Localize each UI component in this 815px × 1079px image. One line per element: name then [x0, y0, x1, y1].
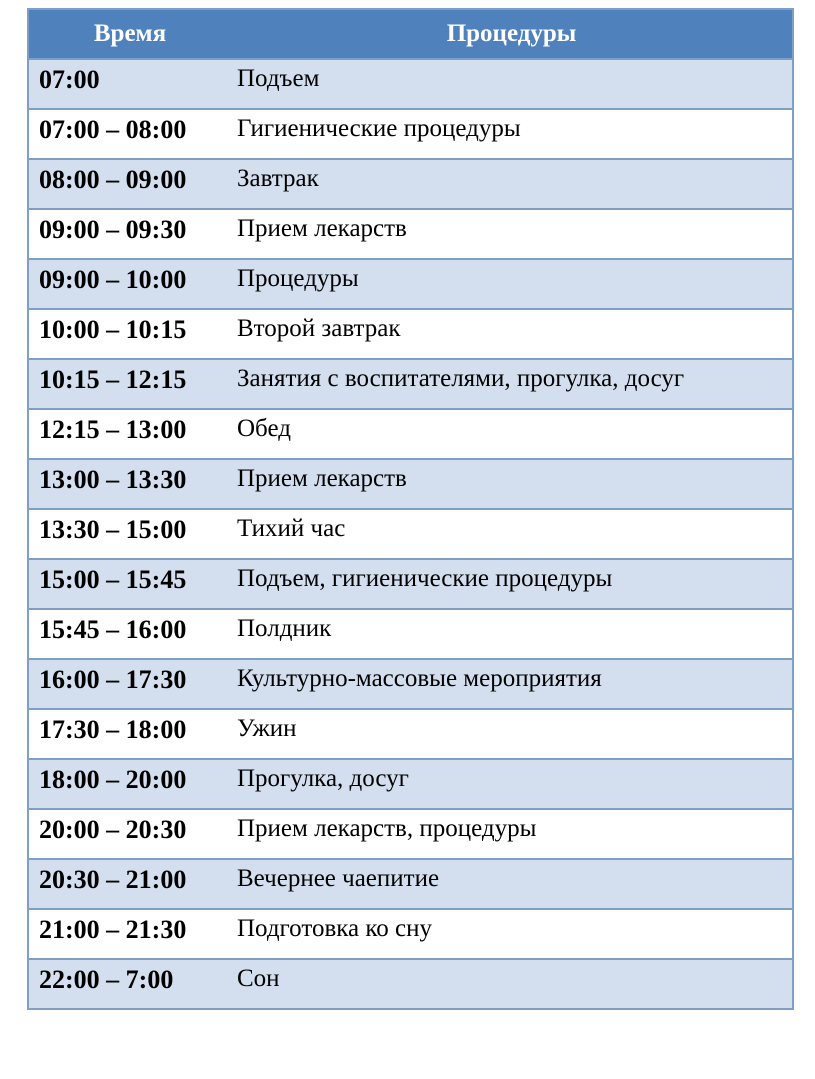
time-cell: 09:00 – 10:00: [28, 259, 231, 309]
procedure-cell: Прием лекарств: [231, 459, 793, 509]
table-row: [28, 209, 793, 259]
procedure-cell: Занятия с воспитателями, прогулка, досуг: [231, 359, 793, 409]
table-row: [28, 559, 793, 609]
procedure-cell: Прием лекарств: [231, 209, 793, 259]
table-row: [28, 259, 793, 309]
time-cell: 20:00 – 20:30: [28, 809, 231, 859]
table-row: [28, 809, 793, 859]
table-row: [28, 109, 793, 159]
table-row: [28, 509, 793, 559]
procedure-cell: Сон: [231, 959, 793, 1009]
procedure-cell: Подъем, гигиенические процедуры: [231, 559, 793, 609]
time-column-header: Время: [28, 9, 231, 59]
header-row: [28, 9, 793, 59]
procedure-cell: Подъем: [231, 59, 793, 109]
procedure-cell: Тихий час: [231, 509, 793, 559]
time-cell: 15:00 – 15:45: [28, 559, 231, 609]
table-row: [28, 359, 793, 409]
time-cell: 18:00 – 20:00: [28, 759, 231, 809]
schedule-table: [27, 8, 794, 1010]
table-row: [28, 409, 793, 459]
time-cell: 09:00 – 09:30: [28, 209, 231, 259]
procedure-cell: Прогулка, досуг: [231, 759, 793, 809]
table-row: [28, 859, 793, 909]
time-cell: 21:00 – 21:30: [28, 909, 231, 959]
table-row: [28, 459, 793, 509]
time-cell: 22:00 – 7:00: [28, 959, 231, 1009]
procedure-cell: Обед: [231, 409, 793, 459]
time-cell: 13:00 – 13:30: [28, 459, 231, 509]
procedures-column-header: Процедуры: [231, 9, 793, 59]
time-cell: 16:00 – 17:30: [28, 659, 231, 709]
procedure-cell: Процедуры: [231, 259, 793, 309]
schedule-body: [28, 59, 793, 1009]
table-row: [28, 309, 793, 359]
procedure-cell: Вечернее чаепитие: [231, 859, 793, 909]
time-cell: 07:00 – 08:00: [28, 109, 231, 159]
table-row: [28, 609, 793, 659]
procedure-cell: Завтрак: [231, 159, 793, 209]
time-cell: 10:15 – 12:15: [28, 359, 231, 409]
time-cell: 07:00: [28, 59, 231, 109]
table-row: [28, 759, 793, 809]
time-cell: 20:30 – 21:00: [28, 859, 231, 909]
procedure-cell: Полдник: [231, 609, 793, 659]
table-row: [28, 709, 793, 759]
table-row: [28, 909, 793, 959]
time-cell: 10:00 – 10:15: [28, 309, 231, 359]
time-cell: 13:30 – 15:00: [28, 509, 231, 559]
procedure-cell: Второй завтрак: [231, 309, 793, 359]
time-cell: 15:45 – 16:00: [28, 609, 231, 659]
time-cell: 08:00 – 09:00: [28, 159, 231, 209]
time-cell: 12:15 – 13:00: [28, 409, 231, 459]
procedure-cell: Подготовка ко сну: [231, 909, 793, 959]
table-row: [28, 159, 793, 209]
table-row: [28, 659, 793, 709]
time-cell: 17:30 – 18:00: [28, 709, 231, 759]
table-row: [28, 959, 793, 1009]
procedure-cell: Культурно-массовые мероприятия: [231, 659, 793, 709]
procedure-cell: Ужин: [231, 709, 793, 759]
procedure-cell: Прием лекарств, процедуры: [231, 809, 793, 859]
table-row: [28, 59, 793, 109]
procedure-cell: Гигиенические процедуры: [231, 109, 793, 159]
